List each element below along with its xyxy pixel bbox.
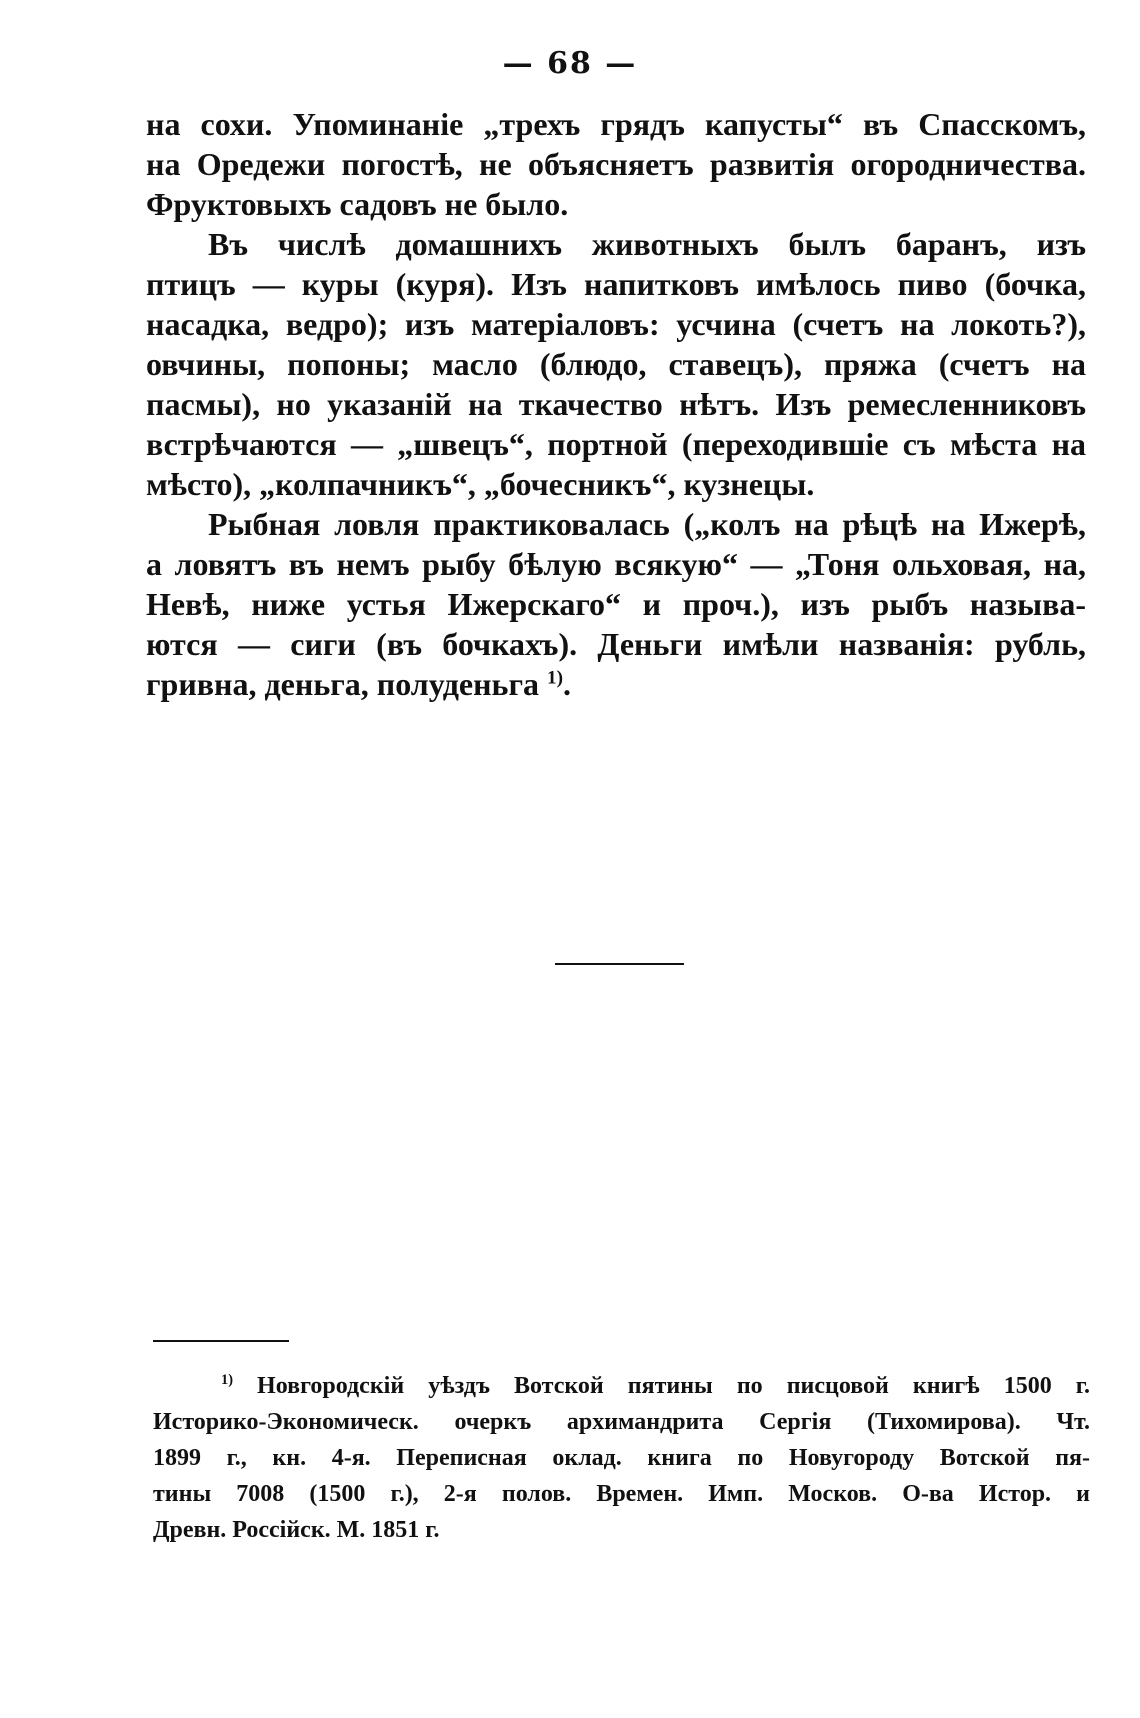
text-line: Фруктовыхъ садовъ не было. <box>146 186 569 222</box>
footnote-line: Историко-Экономическ. очеркъ архимандрита Сергія (Тихомирова). Чт. <box>153 1409 1090 1435</box>
text-line: ются — сиги (въ бочкахъ). Деньги имѣли названія: рубль, <box>146 626 1086 662</box>
paragraph-start <box>146 224 1086 264</box>
footnote-line: 1899 г., кн. 4-я. Переписная оклад. книга по Новугороду Вотской пя- <box>153 1445 1090 1471</box>
text-line: на Оредежи погостѣ, не объясняетъ развитія огородничества. <box>146 146 1086 182</box>
text-line: пасмы), но указаній на ткачество нѣтъ. Изъ ремесленниковъ <box>146 386 1086 422</box>
text-line: а ловятъ въ немъ рыбу бѣлую всякую“ — „Тоня ольховая, на, <box>146 546 1086 582</box>
footnote-divider <box>153 1340 289 1342</box>
footnote-marker: 1) <box>221 1372 233 1388</box>
page-number: — 68 — <box>502 46 638 81</box>
footnote-reference[interactable]: 1) <box>547 667 563 689</box>
footnote-line: Древн. Россійск. М. 1851 г. <box>153 1517 440 1543</box>
text-line: на сохи. Упоминаніе „трехъ грядъ капусты“ въ Спасскомъ, <box>146 106 1086 142</box>
text-line: насадка, ведро); изъ матеріаловъ: усчина (счетъ на локоть?), <box>146 306 1086 342</box>
body-text <box>146 104 1086 704</box>
text-line: мѣсто), „колпачникъ“, „бочесникъ“, кузнецы. <box>146 466 815 502</box>
footnote <box>153 1368 1090 1548</box>
text-line: птицъ — куры (куря). Изъ напитковъ имѣлось пиво (бочка, <box>146 266 1086 302</box>
text-line: гривна, деньга, полуденьга <box>146 666 539 702</box>
text-line: Въ числѣ домашнихъ животныхъ былъ баранъ, изъ <box>208 226 1086 262</box>
text-line-final: гривна, деньга, полуденьга $^{1)}$. <box>146 666 571 702</box>
text-line: Рыбная ловля практиковалась („колъ на рѣцѣ на Ижерѣ, <box>208 506 1086 542</box>
section-divider <box>555 963 684 965</box>
text-line: встрѣчаются — „швецъ“, портной (переходившіе съ мѣста на <box>146 426 1086 462</box>
footnote-line: тины 7008 (1500 г.), 2-я полов. Времен. Имп. Москов. О-ва Истор. и <box>153 1481 1090 1507</box>
footnote-line: $^{1)}$ Новгородскій уѣздъ Вотской пятины по писцовой книгѣ 1500 г. <box>221 1372 1090 1399</box>
paragraph-start <box>146 504 1086 544</box>
text-line: Невѣ, ниже устья Ижерскаго“ и проч.), изъ рыбъ называ- <box>146 586 1086 622</box>
text-line: овчины, попоны; масло (блюдо, ставецъ), пряжа (счетъ на <box>146 346 1086 382</box>
